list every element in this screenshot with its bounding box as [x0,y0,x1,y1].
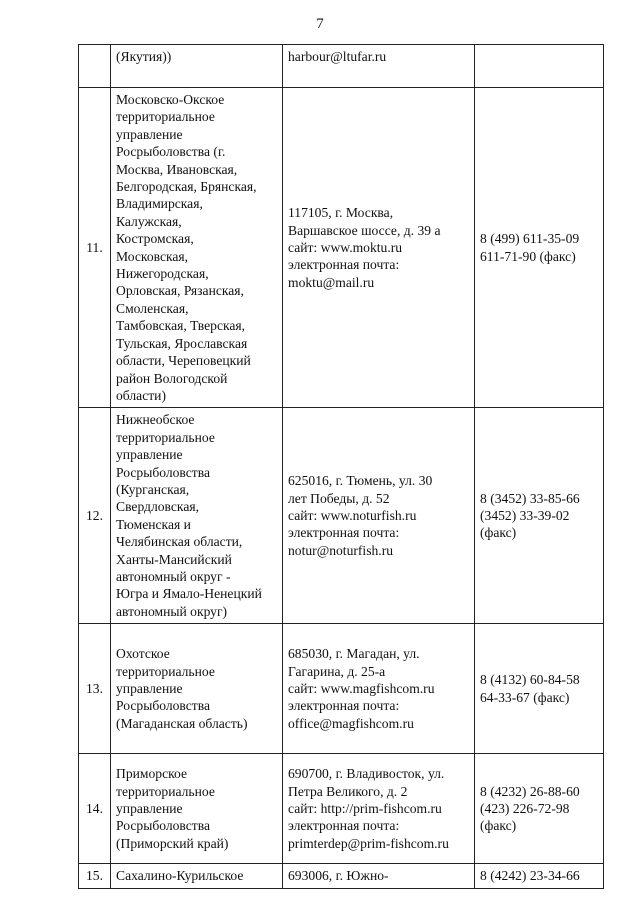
phone-cell [475,864,604,888]
department-name-line: автономный округ) [116,603,228,619]
department-name-line: Орловская, Рязанская, [116,283,244,299]
address-cell [283,624,475,754]
address-line: 117105, г. Москва, [288,205,394,221]
department-name-line: управление [116,800,183,816]
row-number-cell [79,754,111,864]
department-name-line: области, Череповецкий [116,353,251,369]
territorial-departments-table [78,44,604,889]
address-cell [283,88,475,408]
phone-cell [475,754,604,864]
phone-line: 611-71-90 (факс) [480,248,576,264]
address-line: moktu@mail.ru [288,274,375,290]
table-row [79,624,604,754]
department-name-line: управление [116,447,183,463]
table-row [79,754,604,864]
department-name-line: Нижегородская, [116,266,209,282]
department-name-line: территориальное [116,783,215,799]
row-number: 11. [86,239,103,255]
department-name-cell [111,408,283,624]
row-number-cell [79,408,111,624]
department-name-line: Ханты-Мансийский [116,551,232,567]
department-name-line: Тюменская и [116,516,191,532]
department-name-line: Москва, Ивановская, [116,161,238,177]
address-line: notur@noturfish.ru [288,542,394,558]
address-line: harbour@ltufar.ru [288,49,387,64]
table-row [79,408,604,624]
department-name-line: Челябинская области, [116,534,243,550]
address-line: сайт: www.magfishcom.ru [288,680,435,696]
department-name-line: Росрыболовства (г. [116,144,226,160]
phone-cell [475,624,604,754]
department-name-line: территориальное [116,663,215,679]
row-number: 12. [86,508,103,524]
address-line: сайт: http://prim-fishcom.ru [288,800,442,816]
row-number-cell [79,624,111,754]
phone-line: 8 (4132) 60-84-58 [480,672,580,688]
department-name-line: Тамбовская, Тверская, [116,318,246,334]
address-line: 685030, г. Магадан, ул. [288,646,420,662]
department-name-line: Московская, [116,248,189,264]
department-name-line: управление [116,680,183,696]
department-name-cell [111,45,283,88]
phone-cell [475,408,604,624]
row-number: 14. [86,800,103,816]
department-name-line: Росрыболовства [116,464,211,480]
department-name-line: (Магаданская область) [116,715,248,731]
department-name-line: Югра и Ямало-Ненецкий [116,586,262,602]
department-name-line: Владимирская, [116,196,203,212]
department-name-line: Нижнеобское [116,412,195,428]
address-line: электронная почта: [288,257,400,273]
address-line: сайт: www.noturfish.ru [288,508,417,524]
department-name-cell [111,864,283,888]
department-name-line: Росрыболовства [116,698,211,714]
phone-line: 8 (499) 611-35-09 [480,231,580,247]
department-name-line: Белгородская, Брянская, [116,179,257,195]
page-number: 7 [316,16,324,32]
row-number-cell [79,45,111,88]
department-name-line: Приморское [116,766,188,782]
address-line: primterdep@prim-fishcom.ru [288,835,449,851]
department-name-line: Росрыболовства [116,818,211,834]
department-name-cell [111,88,283,408]
department-name-line: Свердловская, [116,499,200,515]
department-name-line: Смоленская, [116,300,189,316]
department-name-line: Московско-Окское [116,92,225,107]
address-line: 690700, г. Владивосток, ул. [288,766,445,782]
phone-line: 8 (4232) 26-88-60 [480,783,580,799]
phone-line: 8 (3452) 33-85-66 [480,490,580,506]
department-name-line: (Курганская, [116,481,190,497]
address-cell [283,864,475,888]
address-line: Петра Великого, д. 2 [288,783,408,799]
phone-cell [475,88,604,408]
table-row [79,864,604,888]
department-name-line: Сахалино-Курильское [116,868,244,884]
department-name-line: Охотское [116,646,170,662]
table-row [79,88,604,408]
address-line: сайт: www.moktu.ru [288,239,403,255]
phone-line: (факс) [480,818,517,834]
table-row [79,45,604,88]
department-name-line: области) [116,387,166,403]
row-number: 15. [86,868,103,884]
address-cell [283,45,475,88]
address-cell [283,408,475,624]
address-line: лет Победы, д. 52 [288,490,390,506]
phone-line: 64-33-67 (факс) [480,689,570,705]
department-name-line: Калужская, [116,213,182,229]
row-number: 13. [86,680,103,696]
address-line: электронная почта: [288,818,400,834]
address-line: электронная почта: [288,525,400,541]
phone-line: 8 (4242) 23-34-66 [480,868,580,884]
address-line: 693006, г. Южно- [288,868,389,884]
address-cell [283,754,475,864]
phone-line: (3452) 33-39-02 [480,508,570,524]
row-number-cell [79,88,111,408]
department-name-line: (Приморский край) [116,835,229,851]
address-line: Варшавское шоссе, д. 39 а [288,222,441,238]
phone-line: (факс) [480,525,517,541]
department-name-line: территориальное [116,429,215,445]
department-name-line: автономный округ - [116,568,231,584]
department-name-line: Костромская, [116,231,194,247]
department-name-line: управление [116,126,183,142]
department-name-line: территориальное [116,109,215,125]
department-name-line: (Якутия)) [116,49,172,64]
department-name-line: Тульская, Ярославская [116,335,248,351]
address-line: 625016, г. Тюмень, ул. 30 [288,473,433,489]
row-number-cell [79,864,111,888]
department-name-line: район Вологодской [116,370,228,386]
address-line: Гагарина, д. 25-а [288,663,386,679]
phone-cell [475,45,604,88]
address-line: office@magfishcom.ru [288,715,414,731]
department-name-cell [111,624,283,754]
address-line: электронная почта: [288,698,400,714]
department-name-cell [111,754,283,864]
phone-line: (423) 226-72-98 [480,800,570,816]
